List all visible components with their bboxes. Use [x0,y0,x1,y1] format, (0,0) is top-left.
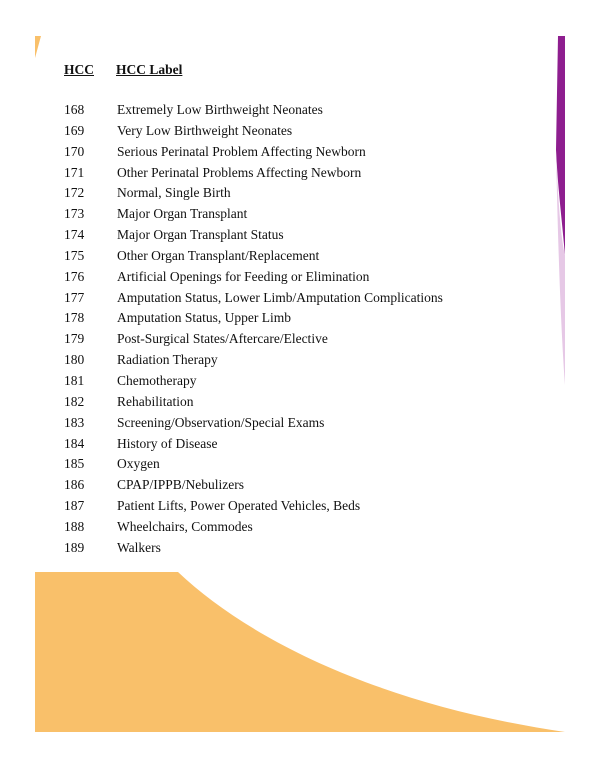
hcc-label: Amputation Status, Upper Limb [117,310,291,326]
hcc-code: 172 [64,185,85,201]
hcc-label: Very Low Birthweight Neonates [117,122,293,138]
hcc-code: 181 [64,372,85,388]
hcc-code: 185 [64,456,85,472]
hcc-code: 171 [64,164,85,180]
hcc-code: 173 [64,206,85,222]
hcc-label: Post-Surgical States/Aftercare/Elective [117,331,328,347]
hcc-label: Amputation Status, Lower Limb/Amputation Complications [117,289,443,305]
hcc-label: Screening/Observation/Special Exams [117,414,325,430]
hcc-code: 178 [64,310,85,326]
hcc-label: Extremely Low Birthweight Neonates [117,102,323,117]
hcc-code: 184 [64,435,85,451]
hcc-code: 189 [64,539,85,555]
hcc-label: Walkers [117,539,161,555]
hcc-code: 175 [64,247,85,263]
hcc-code: 176 [64,268,85,284]
hcc-code: 188 [64,518,85,534]
hcc-code: 177 [64,289,85,305]
hcc-label: Other Organ Transplant/Replacement [117,247,320,263]
hcc-label: Major Organ Transplant [117,206,248,222]
hcc-label: CPAP/IPPB/Nebulizers [117,477,245,493]
orange-corner-shape [35,36,41,58]
hcc-label: Wheelchairs, Commodes [117,518,253,534]
hcc-code: 183 [64,414,85,430]
hcc-code: 174 [64,227,85,243]
hcc-code: 170 [64,143,85,159]
hcc-label: Chemotherapy [117,372,197,388]
hcc-label: History of Disease [117,435,218,451]
header-hcc: HCC [64,62,94,77]
hcc-label: Oxygen [117,456,160,472]
header-hcc-label: HCC Label [116,62,183,77]
hcc-code: 169 [64,122,85,138]
hcc-code: 186 [64,477,85,493]
purple-stripe-shape [556,36,565,255]
hcc-label: Artificial Openings for Feeding or Elimination [117,268,370,284]
hcc-label: Radiation Therapy [117,352,218,368]
hcc-label: Major Organ Transplant Status [117,227,284,243]
hcc-code: 187 [64,498,85,514]
hcc-code: 180 [64,352,85,368]
hcc-label: Serious Perinatal Problem Affecting Newborn [117,143,366,159]
hcc-label: Patient Lifts, Power Operated Vehicles, Beds [117,498,361,514]
hcc-code: 179 [64,331,85,347]
hcc-label: Rehabilitation [117,393,194,409]
orange-wave-shape [35,572,565,732]
hcc-label: Normal, Single Birth [117,185,231,201]
hcc-label: Other Perinatal Problems Affecting Newborn [117,164,362,180]
hcc-code: 168 [64,102,85,117]
hcc-code: 182 [64,393,85,409]
